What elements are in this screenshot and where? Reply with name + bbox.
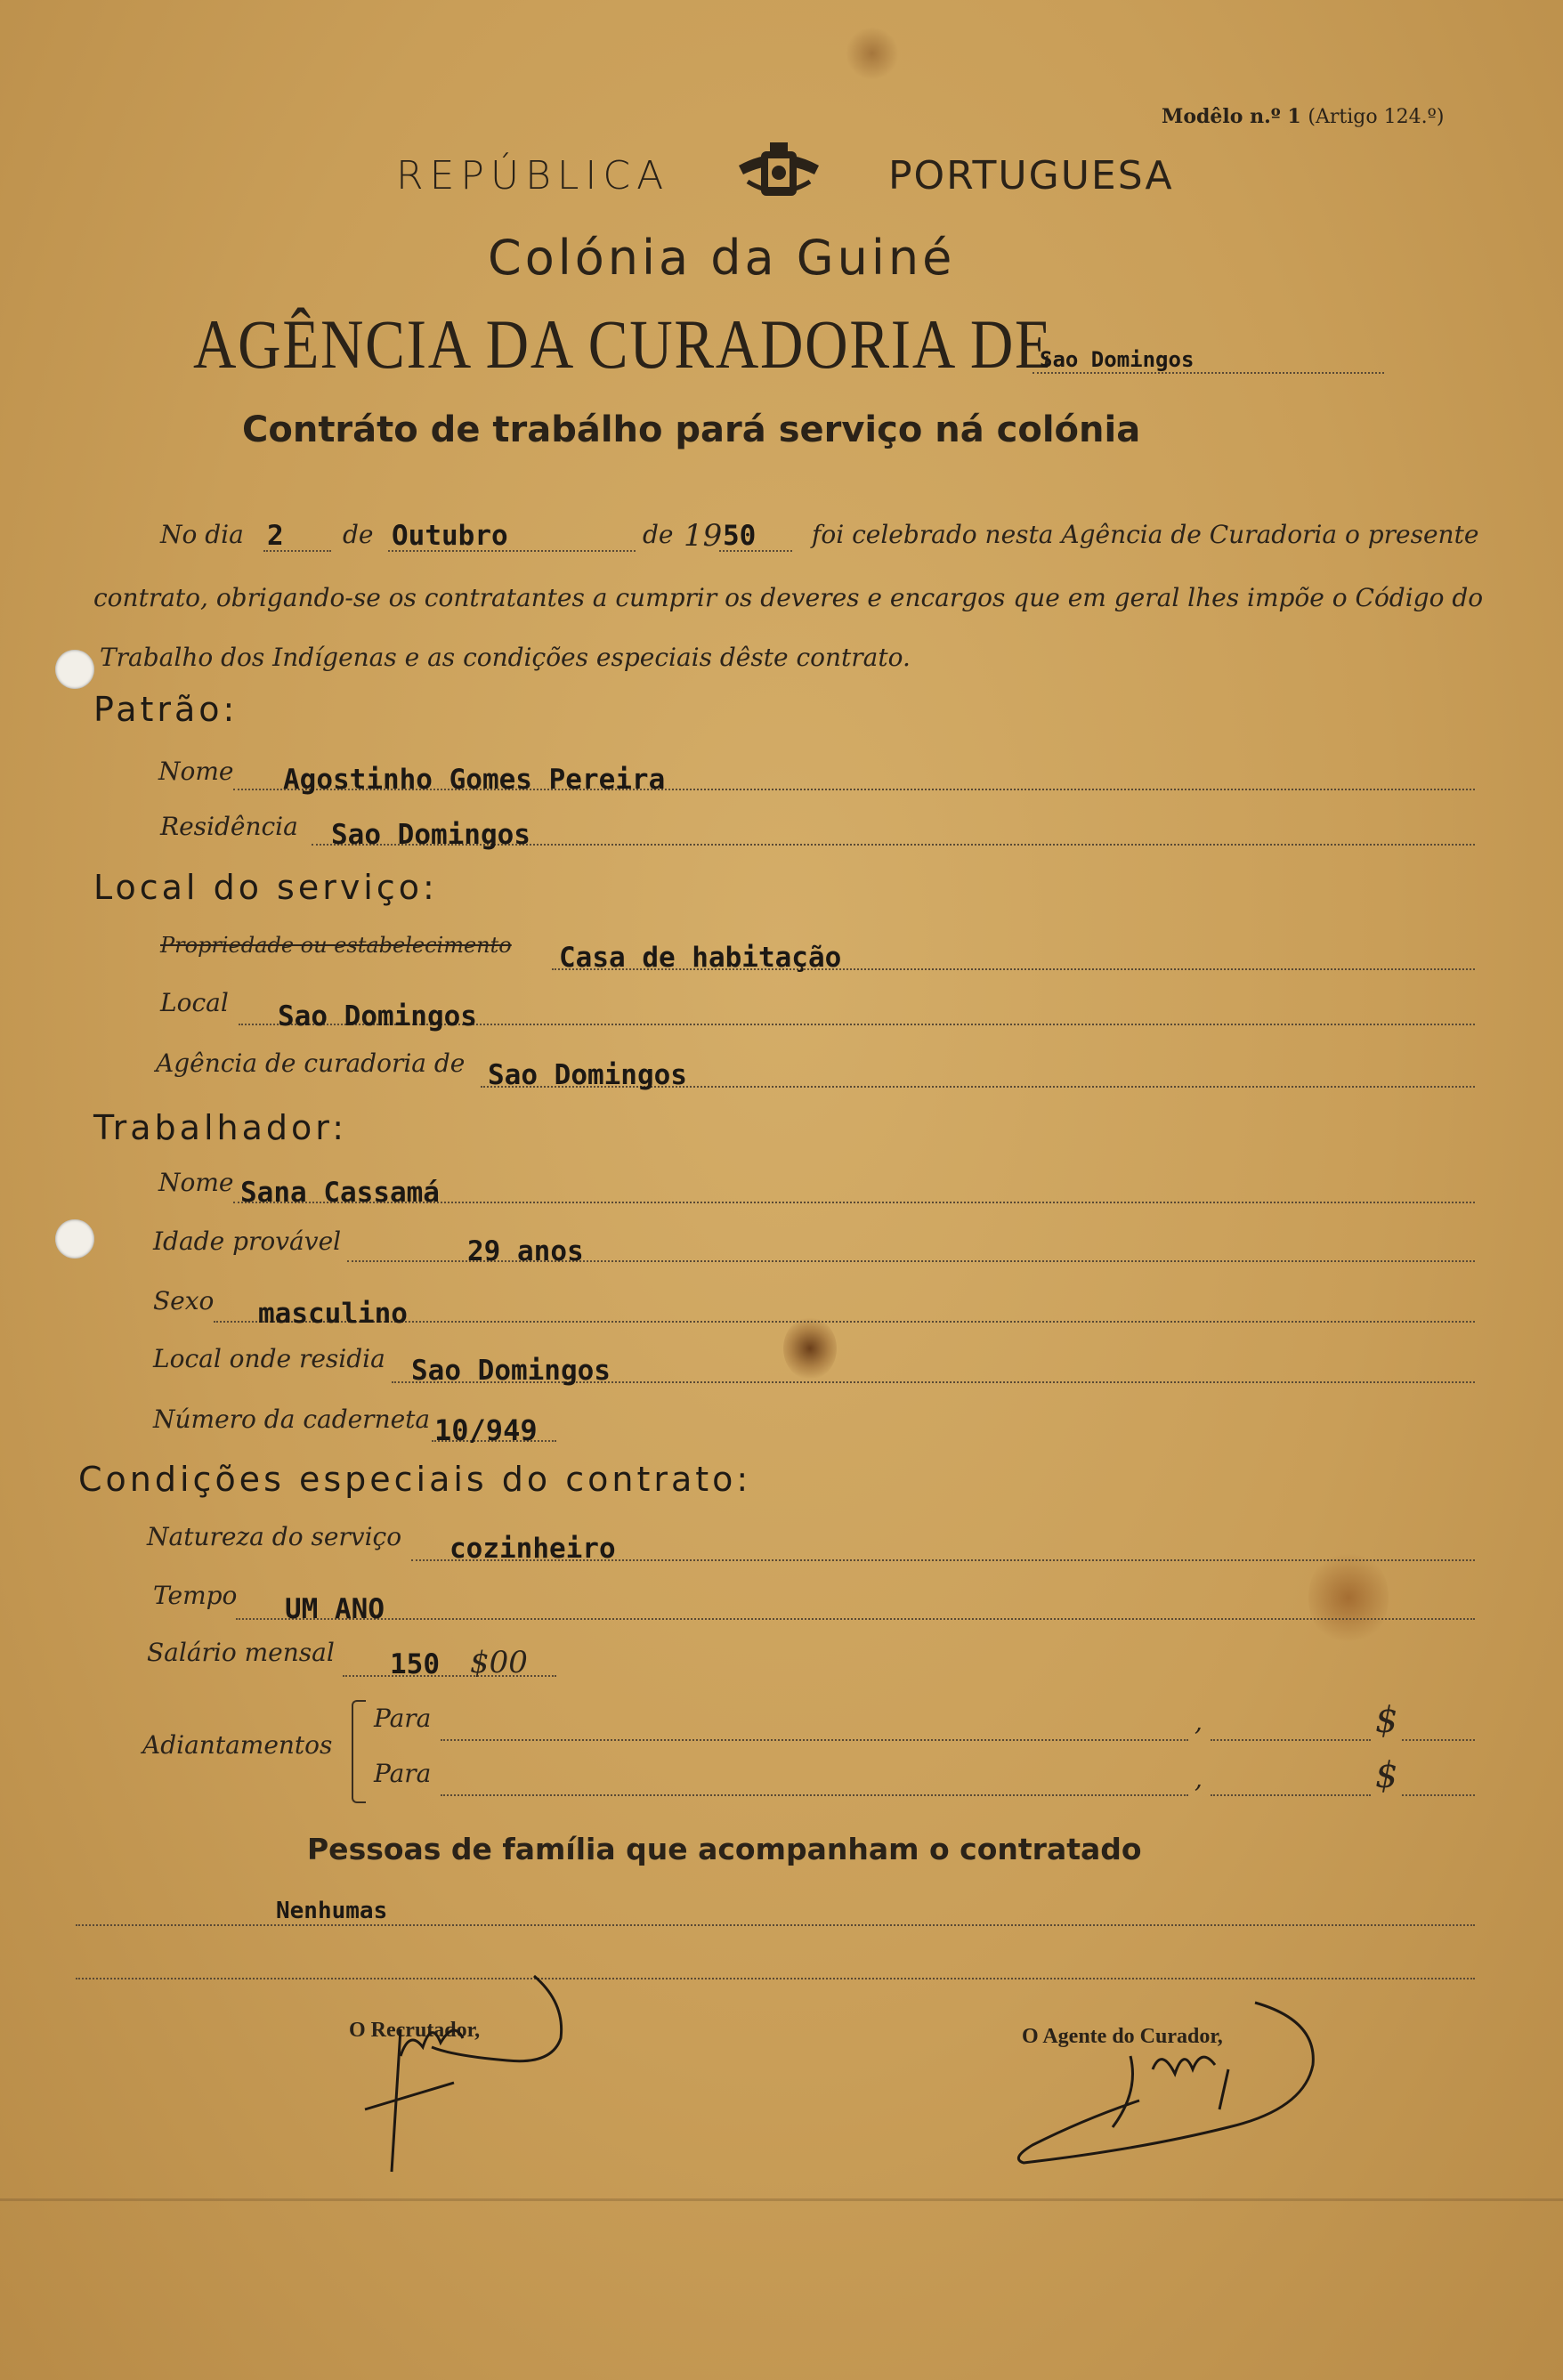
year-dotted-line [719, 550, 792, 552]
patrao-residencia-label: Residência [160, 812, 298, 841]
coat-of-arms-icon [730, 139, 828, 206]
intro-month: Outubro [392, 520, 508, 552]
para2-label: Para [374, 1759, 432, 1788]
agency-title: AGÊNCIA DA CURADORIA DE [193, 305, 1053, 383]
idade-value: 29 anos [467, 1235, 584, 1267]
salario-label: Salário mensal [147, 1638, 335, 1667]
familia-line2 [76, 1978, 1475, 1979]
condicoes-heading: Condições especiais do contrato: [78, 1460, 752, 1499]
recrutador-label: O Recrutador, [349, 2019, 481, 2042]
colony-title: Colónia da Guiné [488, 230, 956, 286]
para1-currency: $ [1375, 1700, 1398, 1741]
intro-year-suffix: 50 [723, 520, 757, 552]
intro-de1: de [343, 520, 374, 549]
propriedade-label: Propriedade ou estabelecimento [160, 933, 512, 958]
tempo-value: UM ANO [285, 1593, 385, 1625]
agency-dotted-line [1033, 372, 1384, 374]
familia-value: Nenhumas [276, 1898, 388, 1924]
idade-label: Idade provável [153, 1226, 342, 1256]
intro-day: 2 [267, 520, 284, 552]
para1-line-end [1402, 1739, 1475, 1741]
sexo-label: Sexo [153, 1286, 215, 1315]
stain [846, 27, 899, 80]
para1-line [441, 1739, 1188, 1741]
day-dotted-line [263, 550, 331, 552]
adiantamentos-bracket [352, 1700, 366, 1803]
local-label: Local [160, 988, 229, 1017]
trab-nome: Sana Cassamá [240, 1177, 440, 1209]
month-dotted-line [388, 550, 636, 552]
patrao-nome: Agostinho Gomes Pereira [283, 764, 666, 796]
model-number [1162, 105, 1445, 128]
agente-signature [1006, 1985, 1335, 2184]
familia-line1 [76, 1924, 1475, 1926]
punch-hole [55, 650, 94, 689]
intro-year-prefix: 19 [684, 518, 723, 554]
article-label: (Artigo 124.º) [1308, 106, 1445, 128]
agencia-label: Agência de curadoria de [156, 1048, 466, 1078]
agency-place: Sao Domingos [1040, 347, 1195, 372]
para1-label: Para [374, 1704, 432, 1733]
salario-value: 150 [390, 1648, 440, 1680]
para2-line [441, 1794, 1188, 1796]
fold-line [0, 2198, 1563, 2201]
contract-title: Contráto de trabálho pará serviço ná colónia [242, 409, 1141, 450]
intro-line3: Trabalho dos Indígenas e as condições especiais dêste contrato. [100, 643, 911, 672]
adiantamentos-label: Adiantamentos [142, 1730, 333, 1760]
stain [1308, 1549, 1389, 1647]
para1-line-right [1211, 1739, 1371, 1741]
intro-line2: contrato, obrigando-se os contratantes a cumprir os deveres e encargos que em geral lhes impõe o Código do [93, 583, 1484, 612]
model-label: Modêlo n.º 1 [1162, 105, 1301, 128]
para2-comma: , [1195, 1764, 1203, 1793]
residia-label: Local onde residia [153, 1344, 385, 1373]
caderneta-value: 10/949 [434, 1413, 538, 1447]
local-servico-heading: Local do serviço: [93, 868, 438, 907]
sexo-value: masculino [258, 1298, 408, 1330]
tempo-line [236, 1618, 1475, 1620]
intro-line1-rest: foi celebrado nesta Agência de Curadoria o presente [812, 520, 1479, 549]
natureza-label: Natureza do serviço [147, 1522, 402, 1551]
familia-heading: Pessoas de família que acompanham o contratado [307, 1832, 1142, 1866]
stain [783, 1317, 837, 1380]
patrao-residencia: Sao Domingos [331, 819, 530, 851]
republic-right: PORTUGUESA [888, 153, 1174, 198]
republic-left: REPÚBLICA [396, 153, 670, 198]
punch-hole [55, 1219, 94, 1259]
trabalhador-heading: Trabalhador: [93, 1108, 347, 1147]
para2-line-right [1211, 1794, 1371, 1796]
recrutador-signature [347, 1967, 579, 2184]
para2-line-end [1402, 1794, 1475, 1796]
trab-nome-label: Nome [158, 1168, 234, 1197]
agente-label: O Agente do Curador, [1022, 2025, 1223, 2048]
intro-de2: de [643, 520, 674, 549]
patrao-nome-label: Nome [158, 757, 234, 786]
local-value: Sao Domingos [278, 1000, 477, 1032]
intro-no-dia: No dia [160, 520, 244, 549]
para2-currency: $ [1375, 1755, 1398, 1796]
tempo-label: Tempo [153, 1581, 238, 1610]
residia-value: Sao Domingos [411, 1355, 611, 1387]
salario-cents: $00 [470, 1645, 528, 1680]
natureza-value: cozinheiro [449, 1533, 616, 1565]
patrao-heading: Patrão: [93, 690, 239, 729]
caderneta-label: Número da caderneta [153, 1405, 431, 1434]
propriedade-value: Casa de habitação [559, 942, 842, 974]
para1-comma: , [1195, 1707, 1203, 1736]
agencia-value: Sao Domingos [488, 1059, 687, 1091]
